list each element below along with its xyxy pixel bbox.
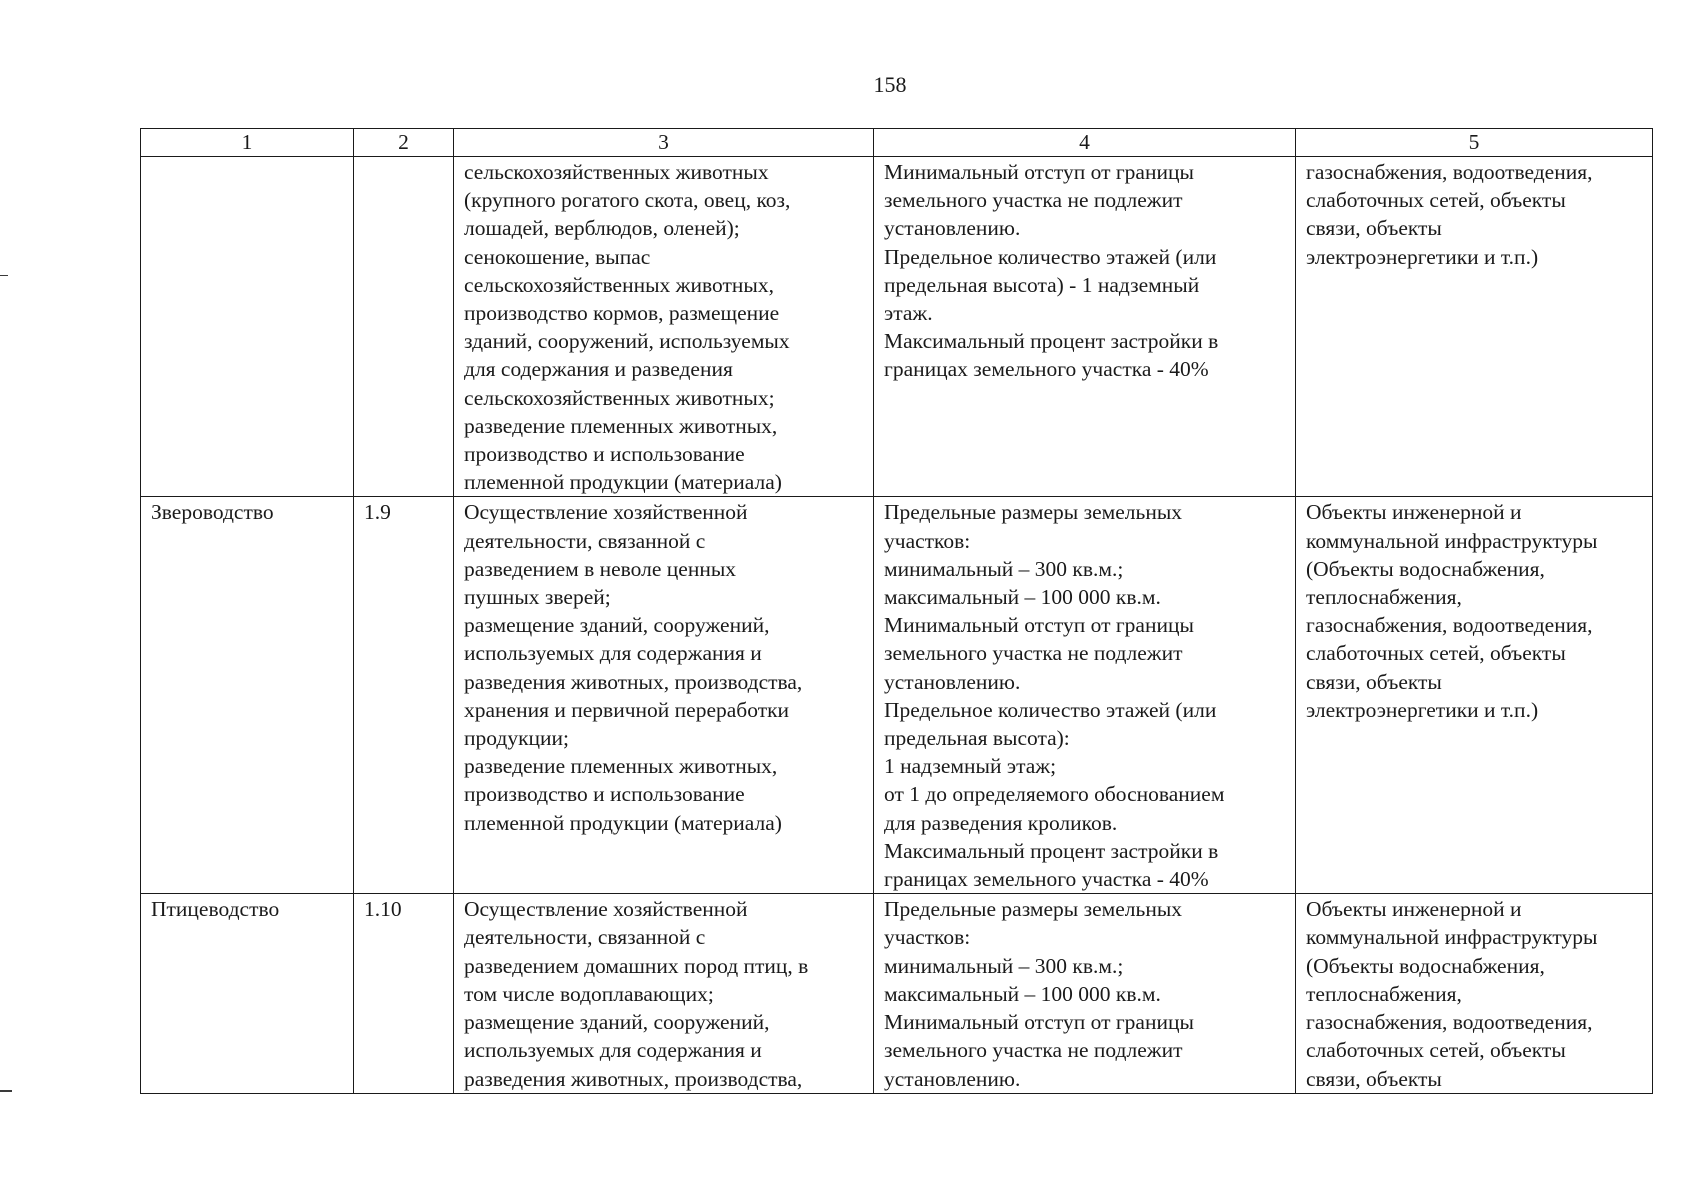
use-type-name-cell: Звероводство bbox=[141, 497, 354, 894]
use-description-cell: сельскохозяйственных животных (крупного рогатого скота, овец, коз, лошадей, верблюдов, оленей); сенокошение, выпас сельскохозяйственных животных, производство кормов, размещение зданий, сооружений, используемых для содержания и разведения сельскохозяйственных животных; разведение племенных животных, производство и использование племенной продукции (материала) bbox=[454, 157, 874, 497]
table-header-row bbox=[141, 129, 1653, 157]
table-row bbox=[141, 157, 1653, 497]
infrastructure-cell: Объекты инженерной и коммунальной инфраструктуры (Объекты водоснабжения, теплоснабжения, газоснабжения, водоотведения, слаботочных сетей, объекты связи, объекты электроэнергетики и т.п.) bbox=[1296, 497, 1653, 894]
use-type-code-cell: 1.9 bbox=[354, 497, 454, 894]
parameters-cell: Предельные размеры земельных участков: минимальный – 300 кв.м.; максимальный – 100 000 кв.м. Минимальный отступ от границы земельного участка не подлежит установлению. Предельное количество этажей (или предельная высота): 1 надземный этаж; от 1 до определяемого обоснованием для разведения кроликов. Максимальный процент застройки в границах земельного участка - 40% bbox=[874, 497, 1296, 894]
regulations-table bbox=[140, 128, 1653, 1094]
scan-margin-mark bbox=[0, 275, 8, 276]
column-header-2: 2 bbox=[354, 129, 454, 157]
page-number: 158 bbox=[873, 72, 907, 97]
use-type-code-cell: 1.10 bbox=[354, 894, 454, 1093]
parameters-cell: Минимальный отступ от границы земельного участка не подлежит установлению. Предельное количество этажей (или предельная высота) - 1 надземный этаж. Максимальный процент застройки в границах земельного участка - 40% bbox=[874, 157, 1296, 497]
use-type-code-cell bbox=[354, 157, 454, 497]
use-type-name-cell: Птицеводство bbox=[141, 894, 354, 1093]
column-header-4: 4 bbox=[874, 129, 1296, 157]
column-header-5: 5 bbox=[1296, 129, 1653, 157]
infrastructure-cell: Объекты инженерной и коммунальной инфраструктуры (Объекты водоснабжения, теплоснабжения, газоснабжения, водоотведения, слаботочных сетей, объекты связи, объекты bbox=[1296, 894, 1653, 1093]
use-description-cell: Осуществление хозяйственной деятельности, связанной с разведением в неволе ценных пушных зверей; размещение зданий, сооружений, используемых для содержания и разведения животных, производства, хранения и первичной переработки продукции; разведение племенных животных, производство и использование племенной продукции (материала) bbox=[454, 497, 874, 894]
parameters-cell: Предельные размеры земельных участков: минимальный – 300 кв.м.; максимальный – 100 000 кв.м. Минимальный отступ от границы земельного участка не подлежит установлению. bbox=[874, 894, 1296, 1093]
column-header-3: 3 bbox=[454, 129, 874, 157]
use-type-name-cell bbox=[141, 157, 354, 497]
infrastructure-cell: газоснабжения, водоотведения, слаботочных сетей, объекты связи, объекты электроэнергетики и т.п.) bbox=[1296, 157, 1653, 497]
table-row bbox=[141, 497, 1653, 894]
scan-margin-mark bbox=[0, 1090, 12, 1092]
use-description-cell: Осуществление хозяйственной деятельности, связанной с разведением домашних пород птиц, в том числе водоплавающих; размещение зданий, сооружений, используемых для содержания и разведения животных, производства, bbox=[454, 894, 874, 1093]
column-header-1: 1 bbox=[141, 129, 354, 157]
table-row bbox=[141, 894, 1653, 1093]
